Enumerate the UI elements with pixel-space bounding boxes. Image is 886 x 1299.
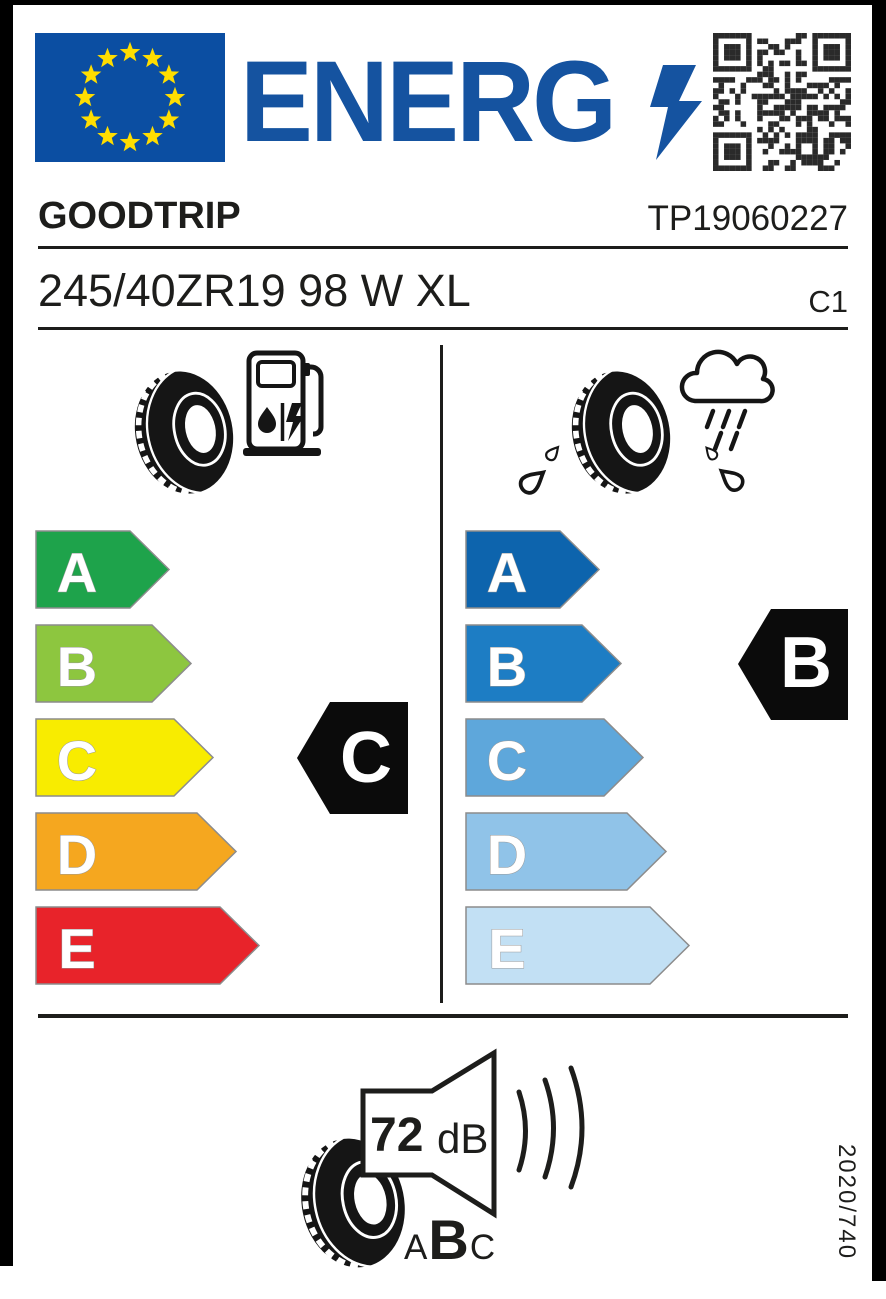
supplier-trademark: GOODTRIP: [38, 195, 241, 237]
svg-text:A: A: [56, 541, 98, 604]
column-divider: [440, 345, 443, 1003]
splash-drop-icon: [517, 466, 548, 496]
label-border-top: [0, 0, 886, 5]
eu-flag-icon: [35, 33, 225, 162]
svg-text:C: C: [340, 718, 392, 798]
wet-grip-rating-indicator: [738, 608, 849, 721]
rating-section: [0, 345, 886, 1016]
wet-class-arrow-a: [465, 530, 601, 610]
svg-text:B: B: [486, 635, 528, 698]
wet-grip-icon: [515, 347, 795, 522]
sound-waves-icon: [505, 1050, 597, 1200]
lightning-bolt-icon: [650, 65, 702, 160]
divider-line-2: [38, 327, 848, 330]
energ-logo: [240, 38, 634, 166]
noise-value: 72: [370, 1109, 424, 1162]
wet-class-arrow-d: [465, 812, 668, 892]
fuel-efficiency-icon: [115, 347, 330, 517]
splash-drop-icon: [716, 465, 746, 494]
wet-class-arrow-c: [465, 718, 645, 798]
fuel-class-arrow-c: [35, 718, 215, 798]
noise-section: [0, 1016, 886, 1299]
noise-class-scale: [404, 1208, 496, 1271]
regulation-number: 2020/740: [833, 1143, 860, 1261]
divider-line-1: [38, 246, 848, 249]
tire-icon: [556, 361, 682, 505]
svg-text:B: B: [780, 623, 832, 703]
wet-class-arrow-e: [465, 906, 691, 986]
noise-class-a: A: [404, 1228, 428, 1267]
qr-code-icon: [713, 33, 851, 171]
svg-text:E: E: [488, 917, 526, 980]
type-identifier: TP19060227: [647, 199, 848, 238]
fuel-class-arrow-a: [35, 530, 171, 610]
fuel-rating-indicator: [297, 701, 409, 815]
splash-drop-icon: [544, 444, 561, 462]
svg-text:B: B: [56, 635, 98, 698]
svg-text:D: D: [486, 823, 528, 886]
fuel-pump-icon: [243, 353, 321, 456]
svg-text:D: D: [56, 823, 98, 886]
svg-text:A: A: [486, 541, 528, 604]
fuel-class-arrow-d: [35, 812, 238, 892]
svg-text:C: C: [486, 729, 528, 792]
fuel-class-arrow-b: [35, 624, 193, 704]
tire-icon: [119, 361, 245, 505]
noise-class-c: C: [469, 1228, 496, 1267]
noise-unit: dB: [437, 1115, 489, 1162]
svg-text:E: E: [58, 917, 96, 980]
rain-cloud-icon: [682, 352, 773, 449]
noise-class-b-selected: B: [428, 1208, 469, 1271]
energ-logo-text: ENERG: [240, 38, 615, 166]
fuel-class-arrow-e: [35, 906, 261, 986]
svg-text:C: C: [56, 729, 98, 792]
wet-class-arrow-b: [465, 624, 623, 704]
tyre-size-designation: 245/40ZR19 98 W XL: [38, 265, 471, 316]
tyre-class: C1: [808, 284, 848, 319]
